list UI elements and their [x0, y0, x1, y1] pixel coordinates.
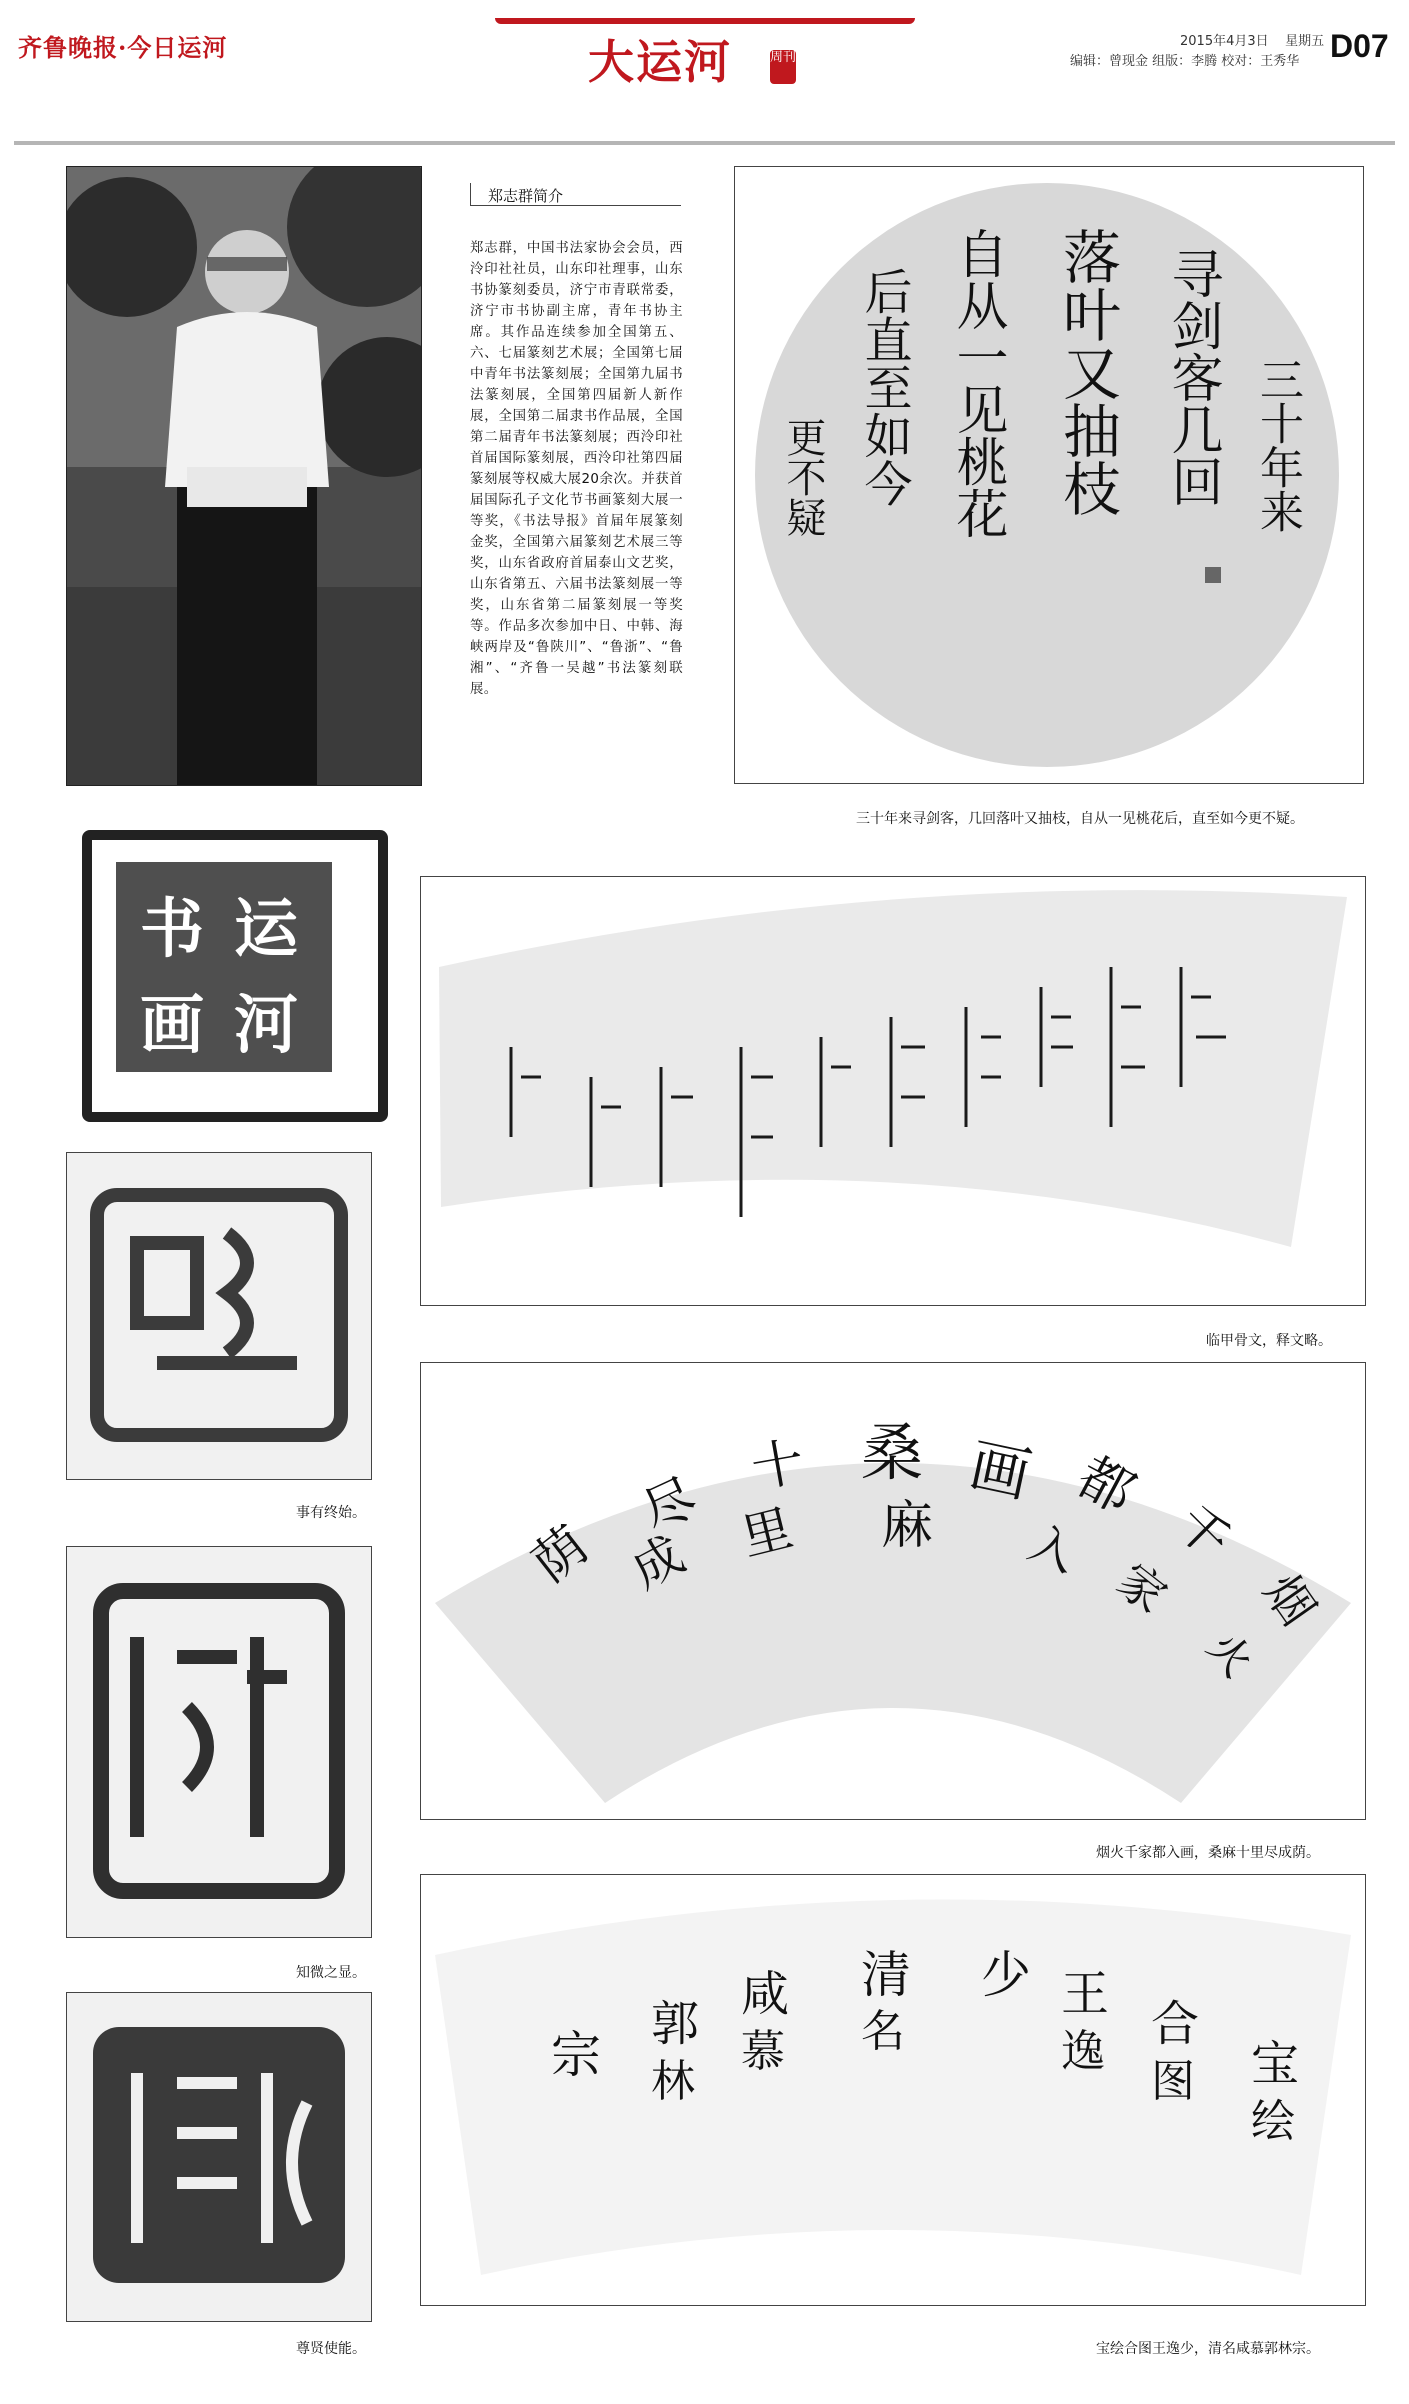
- fan-2-frame: [420, 1362, 1366, 1820]
- section-title: 大运河: [588, 35, 732, 89]
- fan-3-char-9: 名: [861, 2006, 905, 2057]
- round-calligraphy-caption: 三十年来寻剑客，几回落叶又抽枝，自从一见桃花后，直至如今更不疑。: [856, 811, 1304, 827]
- round-col-6: 更不疑: [780, 417, 826, 537]
- fan-2-char-1: 烟: [1252, 1564, 1327, 1636]
- fan-1-frame: [420, 876, 1366, 1306]
- fan-2-char-3: 千: [1164, 1493, 1242, 1571]
- header-red-band: [495, 18, 915, 24]
- fan-2-char-13: 成: [622, 1525, 694, 1600]
- portrait-illustration: [67, 167, 421, 785]
- round-col-1: 三十年来: [1252, 357, 1303, 533]
- fan-2-char-14: 荫: [521, 1515, 600, 1595]
- fan-2-char-5: 都: [1067, 1444, 1145, 1526]
- column-logo-seal: [82, 830, 388, 1122]
- fan-2-char-4: 家: [1107, 1552, 1177, 1624]
- fan-1-caption: 临甲骨文，释文略。: [1206, 1333, 1332, 1349]
- seal-3-art: [67, 1993, 371, 2321]
- round-col-4: 自从一见桃花: [947, 227, 1007, 539]
- seal-1-frame: [66, 1152, 372, 1480]
- fan-2-char-12: 尽: [633, 1467, 706, 1544]
- seal-3-caption: 尊贤使能。: [296, 2341, 366, 2357]
- fan-3-char-3: 合: [1151, 1996, 1200, 2052]
- fan-3-char-2: 绘: [1251, 2096, 1295, 2147]
- round-col-2: 寻剑客几回: [1162, 247, 1222, 507]
- fan-2-char-6: 入: [1021, 1515, 1085, 1583]
- section-badge: 周刊: [770, 50, 796, 84]
- issue-date: 2015年4月3日: [1180, 34, 1269, 49]
- seal-1-caption: 事有终始。: [296, 1505, 366, 1521]
- fan-2-char-7: 画: [963, 1430, 1037, 1512]
- page-code: D07: [1330, 28, 1389, 64]
- fan-3-char-7: 少: [981, 1946, 1031, 2004]
- fan-3-caption: 宝绘合图王逸少，清名咸慕郭林宗。: [1096, 2341, 1320, 2357]
- header-divider: [14, 141, 1395, 145]
- fan-2-char-8: 桑: [861, 1416, 924, 1489]
- logo-char-shu: 书: [140, 892, 204, 967]
- fan-3-char-5: 王: [1061, 1966, 1110, 2022]
- logo-char-he: 河: [234, 988, 298, 1063]
- round-red-seal: [1205, 567, 1221, 583]
- fan-3-char-12: 郭: [651, 1996, 700, 2052]
- fan-3-char-11: 慕: [741, 2026, 785, 2077]
- fan-1-script: [421, 877, 1365, 1305]
- fan-3-char-10: 咸: [741, 1966, 790, 2022]
- seal-1-art: [67, 1153, 371, 1479]
- fan-3-char-13: 林: [651, 2056, 695, 2107]
- seal-2-frame: [66, 1546, 372, 1938]
- intro-title: 郑志群简介: [488, 187, 564, 205]
- round-col-3: 落叶又抽枝: [1053, 227, 1121, 517]
- editor-credits: 编辑：曾现金 组版：李腾 校对：王秀华: [1070, 54, 1300, 69]
- issue-date-line: [1180, 30, 1324, 49]
- round-calligraphy-frame: [734, 166, 1364, 784]
- newspaper-name: 齐鲁晚报·今日运河: [18, 33, 228, 62]
- logo-char-hua: 画: [140, 988, 204, 1063]
- portrait-photo: [66, 166, 422, 786]
- fan-2-caption: 烟火千家都入画，桑麻十里尽成荫。: [1096, 1845, 1320, 1861]
- fan-3-char-14: 宗: [551, 2026, 601, 2084]
- fan-2-char-9: 麻: [881, 1496, 934, 1556]
- intro-body: 郑志群，中国书法家协会会员，西泠印社社员，山东印社理事，山东书协篆刻委员，济宁市青联常委，济宁市书协副主席，青年书协主席。其作品连续参加全国第五、六、七届篆刻艺术展；全国第七届中青年书法篆刻展；全国第九届书法篆刻展，全国第四届新人新作展，全国第二届隶书作品展，全国第二届青年书法篆刻展；西泠印社首届国际篆刻展，西泠印社第四届篆刻展等权威大展20余次。并获首届国际孔子文化节书画篆刻大展一等奖，《书法导报》首届年展篆刻金奖，全国第六届篆刻艺术展三等奖，山东省政府首届泰山文艺奖，山东省第五、六届书法篆刻展一等奖，山东省第二届篆刻展一等奖等。作品多次参加中日、中韩、海峡两岸及“鲁陕川”、“鲁浙”、“鲁湘”、“齐鲁一吴越”书法篆刻联展。: [470, 241, 683, 697]
- fan-3-char-8: 清: [861, 1946, 911, 2004]
- fan-2-char-10: 十: [747, 1431, 809, 1500]
- fan-3-char-1: 宝: [1251, 2036, 1300, 2092]
- seal-2-art: [67, 1547, 371, 1937]
- fan-3-char-4: 图: [1151, 2056, 1195, 2107]
- seal-2-caption: 知微之显。: [296, 1965, 366, 1981]
- issue-weekday: 星期五: [1285, 34, 1325, 49]
- round-col-5: 后直至如今: [856, 267, 912, 507]
- fan-3-frame: [420, 1874, 1366, 2306]
- fan-3-char-6: 逸: [1061, 2026, 1105, 2077]
- fan-2-char-11: 里: [735, 1498, 799, 1568]
- seal-3-frame: [66, 1992, 372, 2322]
- fan-2-char-2: 火: [1197, 1622, 1263, 1687]
- logo-char-yun: 运: [234, 892, 298, 967]
